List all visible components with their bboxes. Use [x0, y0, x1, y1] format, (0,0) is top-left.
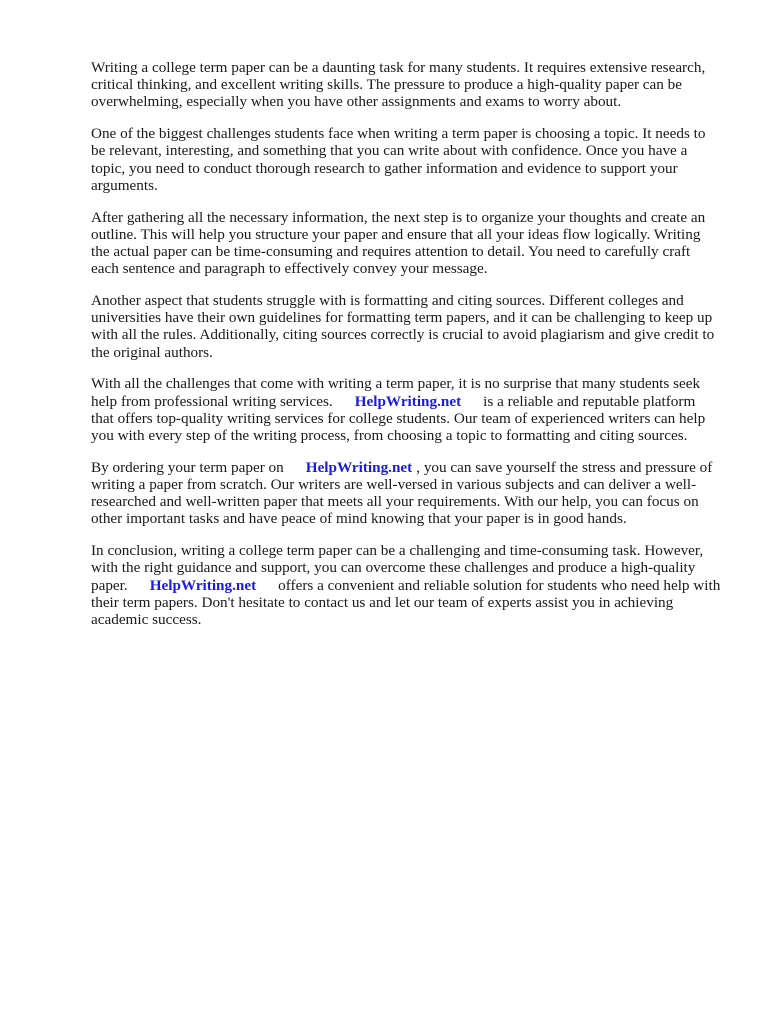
paragraph-conclusion-text-before: In conclusion, writing a college term paper can be a challenging and time-consuming task. However, with the right guidance and support, you can overcome these challenges and produce a high-quality paper. — [91, 542, 704, 594]
paragraph-formatting: Another aspect that students struggle with is formatting and citing sources. Different colleges and universities have their own guidelines for formatting term papers, and it can be challenging to keep up with all the rules. Additionally, citing sources correctly is crucial to avoid plagiarism and give credit to the original authors. — [91, 292, 715, 361]
helpwriting-link[interactable]: HelpWriting.net — [354, 392, 462, 410]
paragraph-services-text-before: With all the challenges that come with writing a term paper, it is no surprise that many students seek help from professional writing services. — [91, 375, 701, 410]
helpwriting-link[interactable]: HelpWriting.net — [149, 576, 257, 594]
helpwriting-link[interactable]: HelpWriting.net — [305, 458, 413, 476]
paragraph-ordering-text-before: By ordering your term paper on — [91, 458, 284, 476]
paragraph-services — [91, 375, 721, 444]
paragraph-topic: One of the biggest challenges students face when writing a term paper is choosing a topic. It needs to be relevant, interesting, and something that you can write about with confidence. Once you have a topic, you need to conduct thorough research to gather information and evidence to support your arguments. — [91, 125, 706, 194]
paragraph-ordering-text-after: , you can save yourself the stress and pressure of writing a paper from scratch. Our writers are well-versed in various subjects and can deliver a well-researched and well-written paper that meets all your requirements. With our help, you can focus on other important tasks and have peace of mind knowing that your paper is in good hands. — [91, 458, 713, 528]
paragraph-conclusion-text-after: offers a convenient and reliable solution for students who need help with their term papers. Don't hesitate to contact us and let our team of experts assist you in achieving academic success. — [91, 576, 721, 629]
paragraph-services-text-after: is a reliable and reputable platform that offers top-quality writing services for college students. Our team of experienced writers can help you with every step of the writing process, from choosing a topic to formatting and citing sources. — [91, 392, 706, 445]
document-body — [91, 59, 721, 643]
paragraph-intro: Writing a college term paper can be a daunting task for many students. It requires extensive research, critical thinking, and excellent writing skills. The pressure to produce a high-quality paper can be overwhelming, especially when you have other assignments and exams to worry about. — [91, 59, 706, 111]
paragraph-conclusion — [91, 542, 721, 628]
paragraph-ordering — [91, 459, 721, 528]
paragraph-outline: After gathering all the necessary information, the next step is to organize your thoughts and create an outline. This will help you structure your paper and ensure that all your ideas flow logically. Writing the actual paper can be time-consuming and requires attention to detail. You need to carefully craft each sentence and paragraph to effectively convey your message. — [91, 208, 706, 278]
